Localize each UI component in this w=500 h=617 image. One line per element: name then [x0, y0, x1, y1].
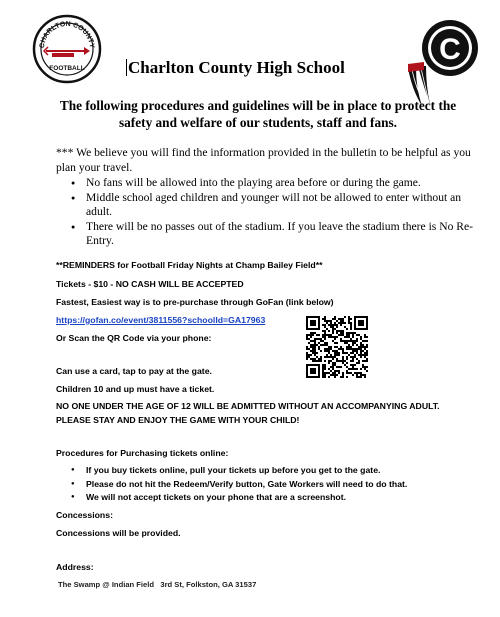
- gofan-link[interactable]: https://gofan.co/event/3811556?schoolId=GA17963: [56, 315, 266, 325]
- list-item: ● Middle school aged children and younger will not be allowed to enter without an adult.: [56, 191, 476, 220]
- street-address: 3rd St, Folkston, GA 31537: [160, 580, 257, 589]
- list-item: ● There will be no passes out of the stadium. If you leave the stadium there is No Re-Entry.: [56, 220, 476, 249]
- logo-arc-text: CHARLTON COUNTY: [38, 20, 96, 49]
- bulletin-note: *** We believe you will find the information provided in the bulletin to be helpful as you plan your travel.: [56, 146, 471, 174]
- intro-statement: The following procedures and guidelines will be in place to protect the safety and welfare of our students, staff and fans.: [59, 98, 457, 130]
- concessions-heading: Concessions:: [56, 510, 113, 520]
- children-note: Children 10 and up must have a ticket.: [56, 384, 215, 394]
- procedures-heading: Procedures for Purchasing tickets online:: [56, 448, 229, 458]
- reminders-heading: **REMINDERS for Football Friday Nights at Champ Bailey Field**: [56, 260, 323, 270]
- logo-football-text: FOOTBALL: [49, 65, 85, 72]
- card-note: Can use a card, tap to pay at the gate.: [56, 366, 212, 376]
- gofan-tip: Fastest, Easiest way is to pre-purchase through GoFan (link below): [56, 297, 334, 307]
- c-feather-logo: [402, 18, 482, 108]
- travel-rules-list: [56, 176, 476, 249]
- list-item: ● We will not accept tickets on your phone that are a screenshot.: [56, 491, 476, 505]
- list-item: ● No fans will be allowed into the playing area before or during the game.: [56, 176, 476, 191]
- qr-prompt: Or Scan the QR Code via your phone:: [56, 333, 212, 343]
- address-heading: Address:: [56, 562, 94, 572]
- charlton-county-football-logo: [32, 14, 102, 84]
- list-item: ● Please do not hit the Redeem/Verify button, Gate Workers will need to do that.: [56, 478, 476, 492]
- logo-letter: C: [439, 33, 461, 66]
- page-title: [126, 58, 345, 78]
- page-title-text: Charlton County High School: [128, 58, 345, 77]
- qr-code[interactable]: [306, 316, 368, 378]
- concessions-text: Concessions will be provided.: [56, 528, 181, 538]
- venue-name: The Swamp @ Indian Field: [58, 580, 155, 589]
- text-cursor: [126, 59, 127, 76]
- age-warning: NO ONE UNDER THE AGE OF 12 WILL BE ADMITTED WITHOUT AN ACCOMPANYING ADULT. PLEASE STAY AND ENJOY THE GAME WITH YOUR CHILD!: [56, 401, 440, 425]
- procedures-list: [56, 464, 476, 505]
- address-line: [58, 580, 256, 589]
- list-item: ● If you buy tickets online, pull your tickets up before you get to the gate.: [56, 464, 476, 478]
- ticket-price: Tickets - $10 - NO CASH WILL BE ACCEPTED: [56, 279, 244, 289]
